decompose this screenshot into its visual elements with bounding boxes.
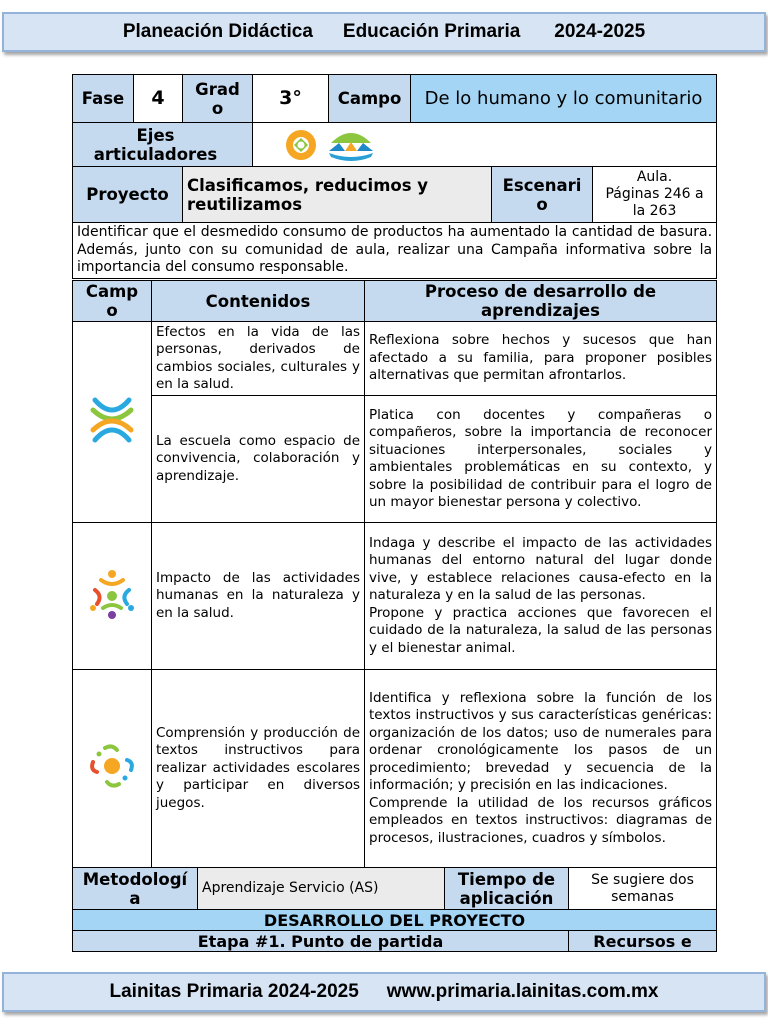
footer-url[interactable]: www.primaria.lainitas.com.mx bbox=[386, 981, 659, 1002]
info-table bbox=[72, 74, 717, 279]
desarrollo-title: DESARROLLO DEL PROYECTO bbox=[73, 910, 717, 931]
contenido-3: Comprensión y producción de textos instructivos para realizar actividades escolares y participar en diversos juegos. bbox=[152, 670, 365, 868]
saberes-pensamiento-cientifico-icon bbox=[87, 568, 137, 620]
contenido-1a: Efectos en la vida de las personas, derivados de cambios sociales, culturales y en la salud. bbox=[152, 322, 365, 396]
escenario-label: Escenari o bbox=[492, 167, 593, 223]
proceso-1b: Platica con docentes y compañeras o compañeros, sobre la importancia de reconocer situaciones interpersonales, sociales y ambientales problemáticas en su contexto, y sobre la posibilidad de contribuir para el logro de un mayor bienestar persona y colectivo. bbox=[365, 396, 717, 523]
campo-column-header: Camp o bbox=[73, 281, 152, 322]
campo-value: De lo humano y lo comunitario bbox=[411, 75, 717, 123]
proceso-1a: Reflexiona sobre hechos y sucesos que han afectado a su familia, para proponer posibles alternativas que permitan afrontarlos. bbox=[365, 322, 717, 396]
lenguajes-icon bbox=[87, 740, 137, 792]
campo-icon-cell-3 bbox=[73, 670, 152, 868]
footer-banner bbox=[2, 972, 766, 1012]
escenario-value: Aula. Páginas 246 a la 263 bbox=[593, 167, 717, 223]
proceso-2: Indaga y describe el impacto de las actividades humanas del entorno natural del lugar donde vive, y establece relaciones causa-efecto en la naturaleza y en la salud de las personas. Propone y practica acciones que favorecen el cuidado de la naturaleza, la salud de las personas y el bienestar animal. bbox=[365, 523, 717, 670]
header-level: Educación Primaria bbox=[342, 21, 521, 42]
header-title: Planeación Didáctica bbox=[122, 21, 313, 42]
campo-label: Campo bbox=[329, 75, 411, 123]
campo-icon-cell-2 bbox=[73, 523, 152, 670]
header-year: 2024-2025 bbox=[554, 21, 646, 42]
header-banner bbox=[2, 12, 766, 52]
contenido-1b: La escuela como espacio de convivencia, colaboración y aprendizaje. bbox=[152, 396, 365, 523]
contents-table bbox=[72, 280, 717, 868]
campo-icon-cell-1 bbox=[73, 322, 152, 523]
proyecto-label: Proyecto bbox=[73, 167, 183, 223]
etapa-title: Etapa #1. Punto de partida bbox=[73, 931, 569, 952]
methodology-table bbox=[72, 867, 717, 952]
contenido-2: Impacto de las actividades humanas en la naturaleza y en la salud. bbox=[152, 523, 365, 670]
grado-label: Grad o bbox=[183, 75, 253, 123]
proceso-column-header: Proceso de desarrollo de aprendizajes bbox=[365, 281, 717, 322]
fase-label: Fase bbox=[73, 75, 134, 123]
tiempo-value: Se sugiere dos semanas bbox=[569, 868, 717, 910]
contenidos-column-header: Contenidos bbox=[152, 281, 365, 322]
project-description: Identificar que el desmedido consumo de productos ha aumentado la cantidad de basura. Además, junto con su comunidad de aula, realizar una Campaña informativa sobre la importancia del consumo responsable. bbox=[73, 223, 717, 279]
footer-brand: Lainitas Primaria 2024-2025 bbox=[109, 981, 359, 1002]
grado-value: 3° bbox=[253, 75, 329, 123]
ejes-icons bbox=[253, 123, 717, 167]
fase-value: 4 bbox=[134, 75, 183, 123]
metodologia-value: Aprendizaje Servicio (AS) bbox=[198, 868, 445, 910]
vida-saludable-icon bbox=[329, 133, 373, 161]
proyecto-value: Clasificamos, reducimos y reutilizamos bbox=[183, 167, 492, 223]
metodologia-label: Metodologí a bbox=[73, 868, 198, 910]
recursos-label: Recursos e bbox=[569, 931, 717, 952]
tiempo-label: Tiempo de aplicación bbox=[445, 868, 569, 910]
humano-comunitario-icon bbox=[87, 394, 137, 446]
interculturalidad-icon bbox=[286, 130, 316, 160]
proceso-3: Identifica y reflexiona sobre la función de los textos instructivos y sus características genéricas: organización de los datos; uso de numerales para ordenar cronológicamente los pasos de un procedimiento; brevedad y secuencia de la información; y precisión en las indicaciones. Comprende la utilidad de los recursos gráficos empleados en textos instructivos: diagramas de procesos, ilustraciones, cuadros y símbolos. bbox=[365, 670, 717, 868]
ejes-label: Ejes articuladores bbox=[73, 123, 253, 167]
ejes-icons-svg bbox=[283, 125, 393, 165]
